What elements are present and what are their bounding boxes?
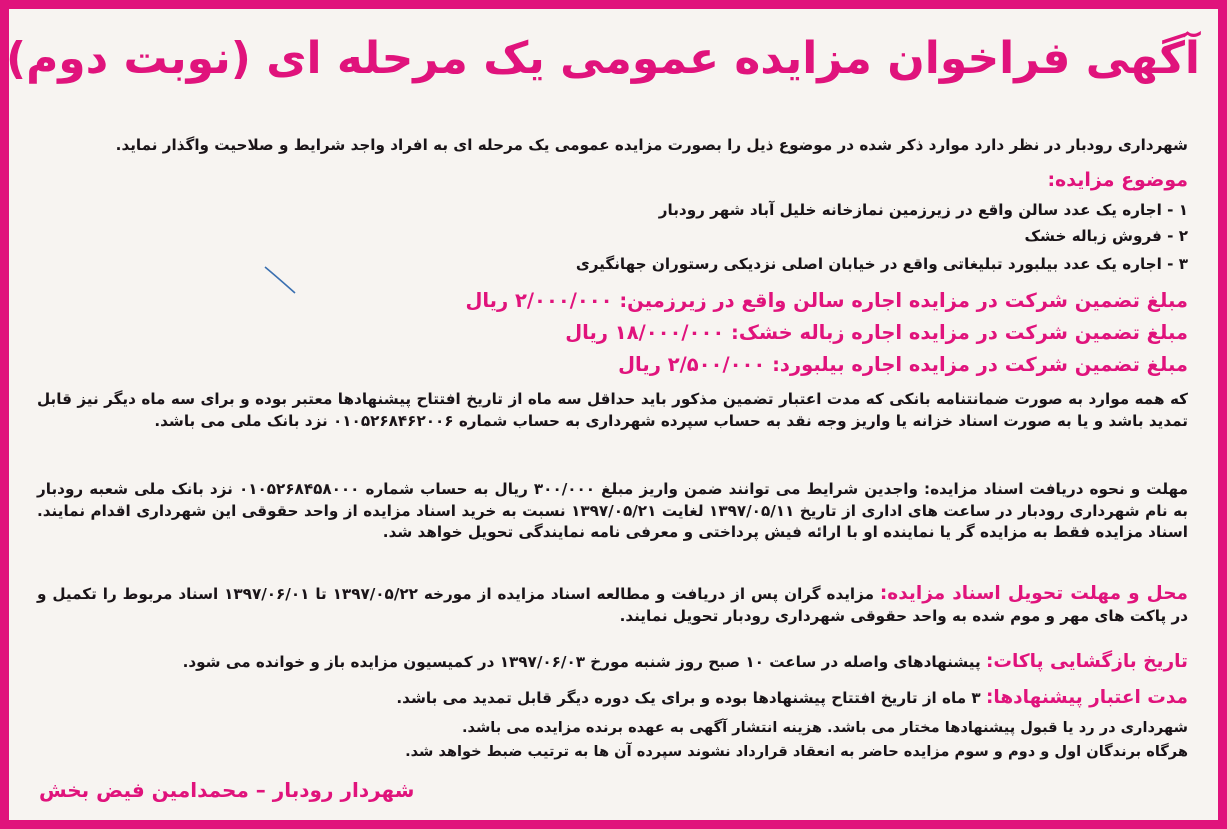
pen-mark-icon [263, 265, 299, 295]
intro-paragraph: شهرداری رودبار در نظر دارد موارد ذکر شده در موضوع ذیل را بصورت مزایده عمومی یک مرحله ای به افراد واجد شرایط و صلاحیت واگذار نماید. [115, 136, 1188, 154]
closing-line: شهرداری در رد یا قبول پیشنهادها مختار می باشد. هزینه انتشار آگهی به عهده برنده مزایده می باشد. [461, 719, 1188, 736]
opening-paragraph [37, 651, 1188, 674]
subject-heading: موضوع مزایده: [1047, 169, 1188, 191]
guarantee-amount-waste: مبلغ تضمین شرکت در مزایده اجاره زباله خشک: ۱۸/۰۰۰/۰۰۰ ریال [565, 321, 1188, 344]
guarantee-terms-paragraph: که همه موارد به صورت ضمانتنامه بانکی که مدت اعتبار تضمین مذکور باید حداقل سه ماه از تاریخ افتتاح پیشنهادها معتبر بوده و برای سه ماه دیگر نیز قابل تمدید باشد و یا به صورت اسناد خزانه یا واریز وجه نقد به حساب سپرده شهرداری به حساب شماره ۰۱۰۵۲۶۸۴۶۲۰۰۶ نزد بانک ملی می باشد. [37, 390, 1188, 430]
delivery-heading: محل و مهلت تحویل اسناد مزایده: [879, 583, 1188, 604]
guarantee-amount-billboard: مبلغ تضمین شرکت در مزایده اجاره بیلبورد: ۲/۵۰۰/۰۰۰ ریال [618, 353, 1188, 376]
closing-line: هرگاه برندگان اول و دوم و سوم مزایده حاضر به انعقاد قرارداد نشوند سپرده آن ها به ترتیب ضبط خواهد شد. [405, 743, 1188, 760]
opening-text: پیشنهادهای واصله در ساعت ۱۰ صبح روز شنبه مورخ ۱۳۹۷/۰۶/۰۳ در کمیسیون مزایده باز و خوانده می شود. [182, 653, 981, 671]
validity-paragraph [37, 687, 1188, 710]
delivery-text: مزایده گران پس از دریافت و مطالعه اسناد مزایده از مورخه ۱۳۹۷/۰۵/۲۲ تا ۱۳۹۷/۰۶/۰۱ اسناد مربوط را تکمیل و در پاکت های مهر و موم شده به واحد حقوقی شهرداری رودبار تحویل نمایند. [37, 585, 1188, 625]
validity-heading: مدت اعتبار پیشنهادها: [986, 687, 1188, 708]
notice-content [5, 17, 1200, 814]
subject-item: ۲ - فروش زباله خشک [1024, 227, 1188, 245]
subject-item: ۱ - اجاره یک عدد سالن واقع در زیرزمین نمازخانه خلیل آباد شهر رودبار [658, 201, 1188, 219]
validity-text: ۳ ماه از تاریخ افتتاح پیشنهادها بوده و برای یک دوره دیگر قابل تمدید می باشد. [396, 689, 981, 707]
opening-heading: تاریخ بازگشایی پاکات: [985, 651, 1188, 672]
guarantee-amount-hall: مبلغ تضمین شرکت در مزایده اجاره سالن واقع در زیرزمین: ۲/۰۰۰/۰۰۰ ریال [465, 289, 1188, 312]
subject-item: ۳ - اجاره یک عدد بیلبورد تبلیغاتی واقع در خیابان اصلی نزدیکی رستوران جهانگیری [575, 255, 1188, 273]
notice-title: آگهی فراخوان مزایده عمومی یک مرحله ای (نوبت دوم) [5, 33, 1200, 84]
documents-receipt-paragraph: مهلت و نحوه دریافت اسناد مزایده: واجدین شرایط می توانند ضمن واریز مبلغ ۳۰۰/۰۰۰ ریال به حساب شماره ۰۱۰۵۲۶۸۴۵۸۰۰۰ نزد بانک ملی شعبه رودبار به نام شهرداری رودبار در ساعت های اداری از تاریخ ۱۳۹۷/۰۵/۱۱ لغایت ۱۳۹۷/۰۵/۲۱ نسبت به خرید اسناد مزایده از واحد حقوقی این شهرداری اقدام نمایند. اسناد مزایده فقط به مزایده گر یا نماینده او با ارائه فیش پرداختی و معرفی نامه نمایندگی تحویل خواهد شد. [37, 480, 1188, 541]
delivery-paragraph [37, 583, 1188, 627]
signature: شهردار رودبار – محمدامین فیض بخش [39, 778, 415, 802]
